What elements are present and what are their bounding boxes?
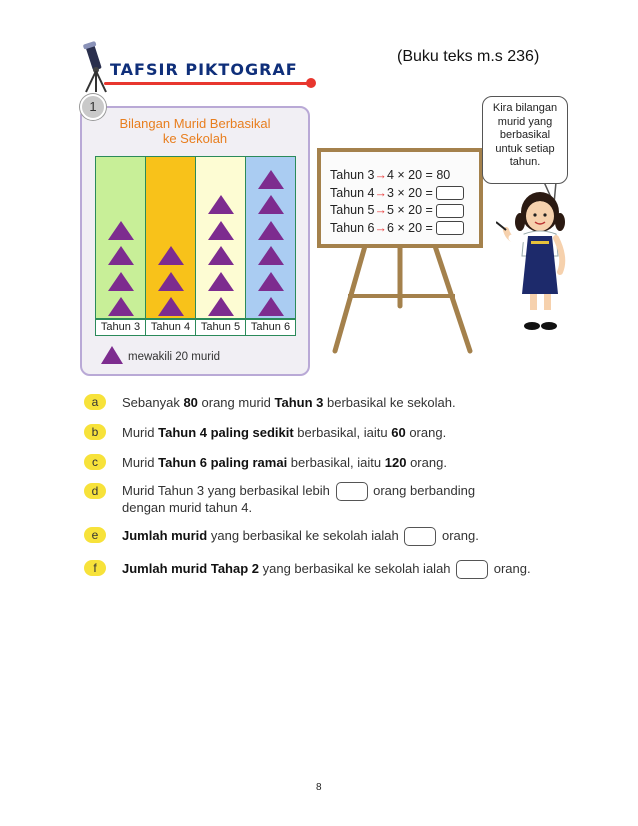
answer-box-e[interactable] — [404, 527, 436, 546]
question-b-bold: 60 — [391, 425, 406, 440]
question-a-bold: Tahun 3 — [274, 395, 324, 410]
question-a-text: berbasikal ke sekolah. — [323, 395, 456, 410]
question-badge-e: e — [84, 527, 106, 543]
triangle-symbol-icon — [108, 297, 134, 316]
question-f-text: yang berbasikal ke sekolah ialah — [259, 560, 455, 576]
question-badge-b: b — [84, 424, 106, 440]
bubble-line: untuk setiap — [495, 142, 555, 155]
legend-text: mewakili 20 murid — [128, 351, 221, 363]
pictograph-title-line1: Bilangan Murid Berbasikal — [119, 116, 271, 131]
question-d-text: Murid Tahun 3 yang berbasikal lebih — [122, 482, 334, 498]
question-number-badge: 1 — [80, 94, 106, 120]
board-line — [330, 186, 464, 201]
question-d-line2: dengan murid tahun 4. — [122, 500, 253, 515]
column-label: Tahun 3 — [95, 319, 146, 336]
triangle-symbol-icon — [258, 297, 284, 316]
legend-triangle-icon — [100, 345, 124, 365]
question-f-text: orang. — [490, 560, 531, 576]
telescope-icon — [80, 40, 112, 94]
question-c-text: berbasikal, iaitu — [287, 455, 385, 470]
board-line-year: Tahun 4 — [330, 185, 375, 200]
question-a-bold: 80 — [183, 395, 198, 410]
title-dot — [306, 78, 316, 88]
answer-box-f[interactable] — [456, 560, 488, 579]
question-badge-a: a — [84, 394, 106, 410]
question-c — [122, 455, 447, 470]
board-line — [330, 168, 450, 182]
question-b-text: berbasikal, iaitu — [293, 425, 392, 440]
question-e — [122, 527, 479, 546]
triangle-symbol-icon — [258, 195, 284, 214]
board-line-expression: 3 × 20 = — [386, 185, 437, 200]
question-a-text: orang murid — [197, 395, 275, 410]
question-badge-f: f — [84, 560, 106, 576]
bubble-line: Kira bilangan — [492, 102, 558, 114]
triangle-symbol-icon — [208, 195, 234, 214]
column-label: Tahun 4 — [145, 319, 196, 336]
pictograph-title-line2: ke Sekolah — [162, 131, 228, 146]
bubble-line: murid yang — [497, 115, 553, 128]
easel-legs — [310, 236, 490, 356]
board-line — [330, 221, 464, 236]
girl-illustration — [496, 186, 586, 336]
question-b-bold: Tahun 4 paling sedikit — [158, 425, 294, 440]
arrow-icon: → — [374, 185, 387, 200]
bubble-line: tahun. — [509, 156, 541, 169]
section-title: TAFSIR PIKTOGRAF — [110, 60, 298, 79]
board-line-year: Tahun 6 — [330, 220, 375, 235]
question-c-text: orang. — [406, 455, 447, 470]
triangle-symbol-icon — [258, 246, 284, 265]
question-b — [122, 425, 446, 440]
bubble-line: berbasikal — [499, 129, 551, 142]
triangle-symbol-icon — [108, 272, 134, 291]
board-line-year: Tahun 3 — [330, 168, 375, 182]
question-f — [122, 560, 531, 579]
triangle-symbol-icon — [108, 221, 134, 240]
triangle-symbol-icon — [258, 170, 284, 189]
textbook-reference: (Buku teks m.s 236) — [397, 48, 540, 65]
arrow-icon: → — [374, 203, 387, 217]
page-number: 8 — [316, 782, 322, 793]
question-b-text: Murid — [122, 425, 159, 440]
question-c-bold: Tahun 6 paling ramai — [158, 455, 288, 470]
board-answer-box[interactable] — [436, 186, 464, 200]
triangle-symbol-icon — [258, 272, 284, 291]
board-answer-box[interactable] — [436, 204, 464, 218]
question-a-text: Sebanyak — [122, 395, 184, 410]
column-label: Tahun 6 — [245, 319, 296, 336]
triangle-symbol-icon — [208, 246, 234, 265]
arrow-icon: → — [374, 220, 387, 235]
question-d — [122, 482, 475, 501]
pictograph-title — [90, 116, 300, 146]
question-c-bold: 120 — [384, 455, 407, 470]
arrow-icon: → — [374, 168, 387, 182]
triangle-symbol-icon — [208, 272, 234, 291]
board-line-expression: 4 × 20 = — [386, 168, 437, 182]
question-f-bold: Jumlah murid Tahap 2 — [122, 560, 260, 576]
speech-bubble — [482, 96, 568, 184]
question-badge-c: c — [84, 454, 106, 470]
question-e-text: yang berbasikal ke sekolah ialah — [207, 527, 403, 543]
question-a — [122, 395, 456, 410]
triangle-symbol-icon — [158, 272, 184, 291]
board-line-expression: 5 × 20 = — [386, 203, 437, 217]
answer-box-d[interactable] — [336, 482, 368, 501]
question-badge-d: d — [84, 483, 106, 499]
title-underline — [104, 82, 314, 85]
board-line-answer: 80 — [436, 168, 451, 182]
triangle-symbol-icon — [108, 246, 134, 265]
question-e-bold: Jumlah murid — [122, 527, 208, 543]
triangle-symbol-icon — [208, 221, 234, 240]
question-d-text: orang berbanding — [369, 482, 476, 498]
board-line-year: Tahun 5 — [330, 203, 375, 217]
pictograph-column — [145, 156, 196, 319]
question-e-text: orang. — [438, 527, 479, 543]
triangle-symbol-icon — [158, 246, 184, 265]
board-answer-box[interactable] — [436, 221, 464, 235]
question-c-text: Murid — [122, 455, 159, 470]
triangle-symbol-icon — [208, 297, 234, 316]
triangle-symbol-icon — [258, 221, 284, 240]
board-line-expression: 6 × 20 = — [386, 220, 437, 235]
question-b-text: orang. — [405, 425, 447, 440]
column-label: Tahun 5 — [195, 319, 246, 336]
board-line — [330, 203, 464, 218]
triangle-symbol-icon — [158, 297, 184, 316]
